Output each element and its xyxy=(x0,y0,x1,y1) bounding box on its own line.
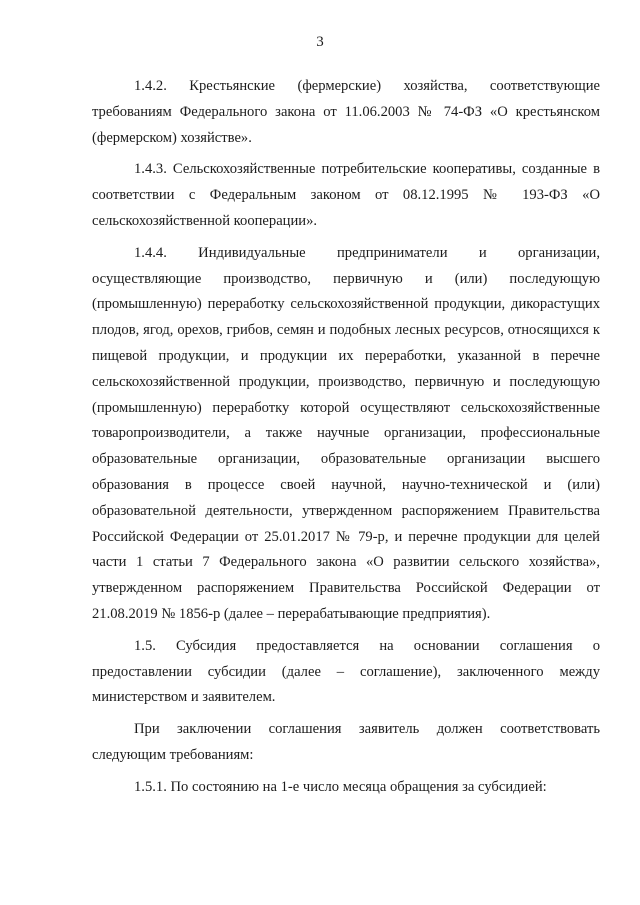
document-body xyxy=(92,74,600,807)
paragraph-1-5-1: 1.5.1. По состоянию на 1-е число месяца обращения за субсидией: xyxy=(134,778,547,795)
paragraph-1-4-3: 1.4.3. Сельскохозяйственные потребительские кооперативы, созданные в соответствии с Федеральным законом от 08.12.1995 № 193-ФЗ «О сельскохозяйственной кооперации». xyxy=(92,161,600,229)
page-number: 3 xyxy=(316,34,324,50)
paragraph-requirements-intro: При заключении соглашения заявитель должен соответствовать следующим требованиям: xyxy=(92,721,600,763)
paragraph-1-4-2: 1.4.2. Крестьянские (фермерские) хозяйства, соответствующие требованиям Федерального закона от 11.06.2003 № 74-ФЗ «О крестьянском (фермерском) хозяйстве». xyxy=(92,78,600,146)
paragraph-1-4-4: 1.4.4. Индивидуальные предприниматели и организации, осуществляющие производство, первичную и (или) последующую (промышленную) переработку сельскохозяйственной продукции, дикорастущих плодов, ягод, орехов, грибов, семян и подобных лесных ресурсов, относящихся к пищевой продукции, и продукции их переработки, указанной в перечне сельскохозяйственной продукции, производство, первичную и последующую (промышленную) переработку которой осуществляют сельскохозяйственные товаропроизводители, а также научные организации, профессиональные образовательные организации, образовательные организации высшего образования в процессе своей научной, научно-технической и (или) образовательной деятельности, утвержденном распоряжением Правительства Российской Федерации от 25.01.2017 № 79-р, и перечне продукции для целей части 1 статьи 7 Федерального закона «О развитии сельского хозяйства», утвержденном распоряжением Правительства Российской Федерации от 21.08.2019 № 1856-р (далее – перерабатывающие предприятия). xyxy=(92,244,600,622)
paragraph-1-5: 1.5. Субсидия предоставляется на основании соглашения о предоставлении субсидии (далее – соглашение), заключенного между министерством и заявителем. xyxy=(92,637,600,706)
